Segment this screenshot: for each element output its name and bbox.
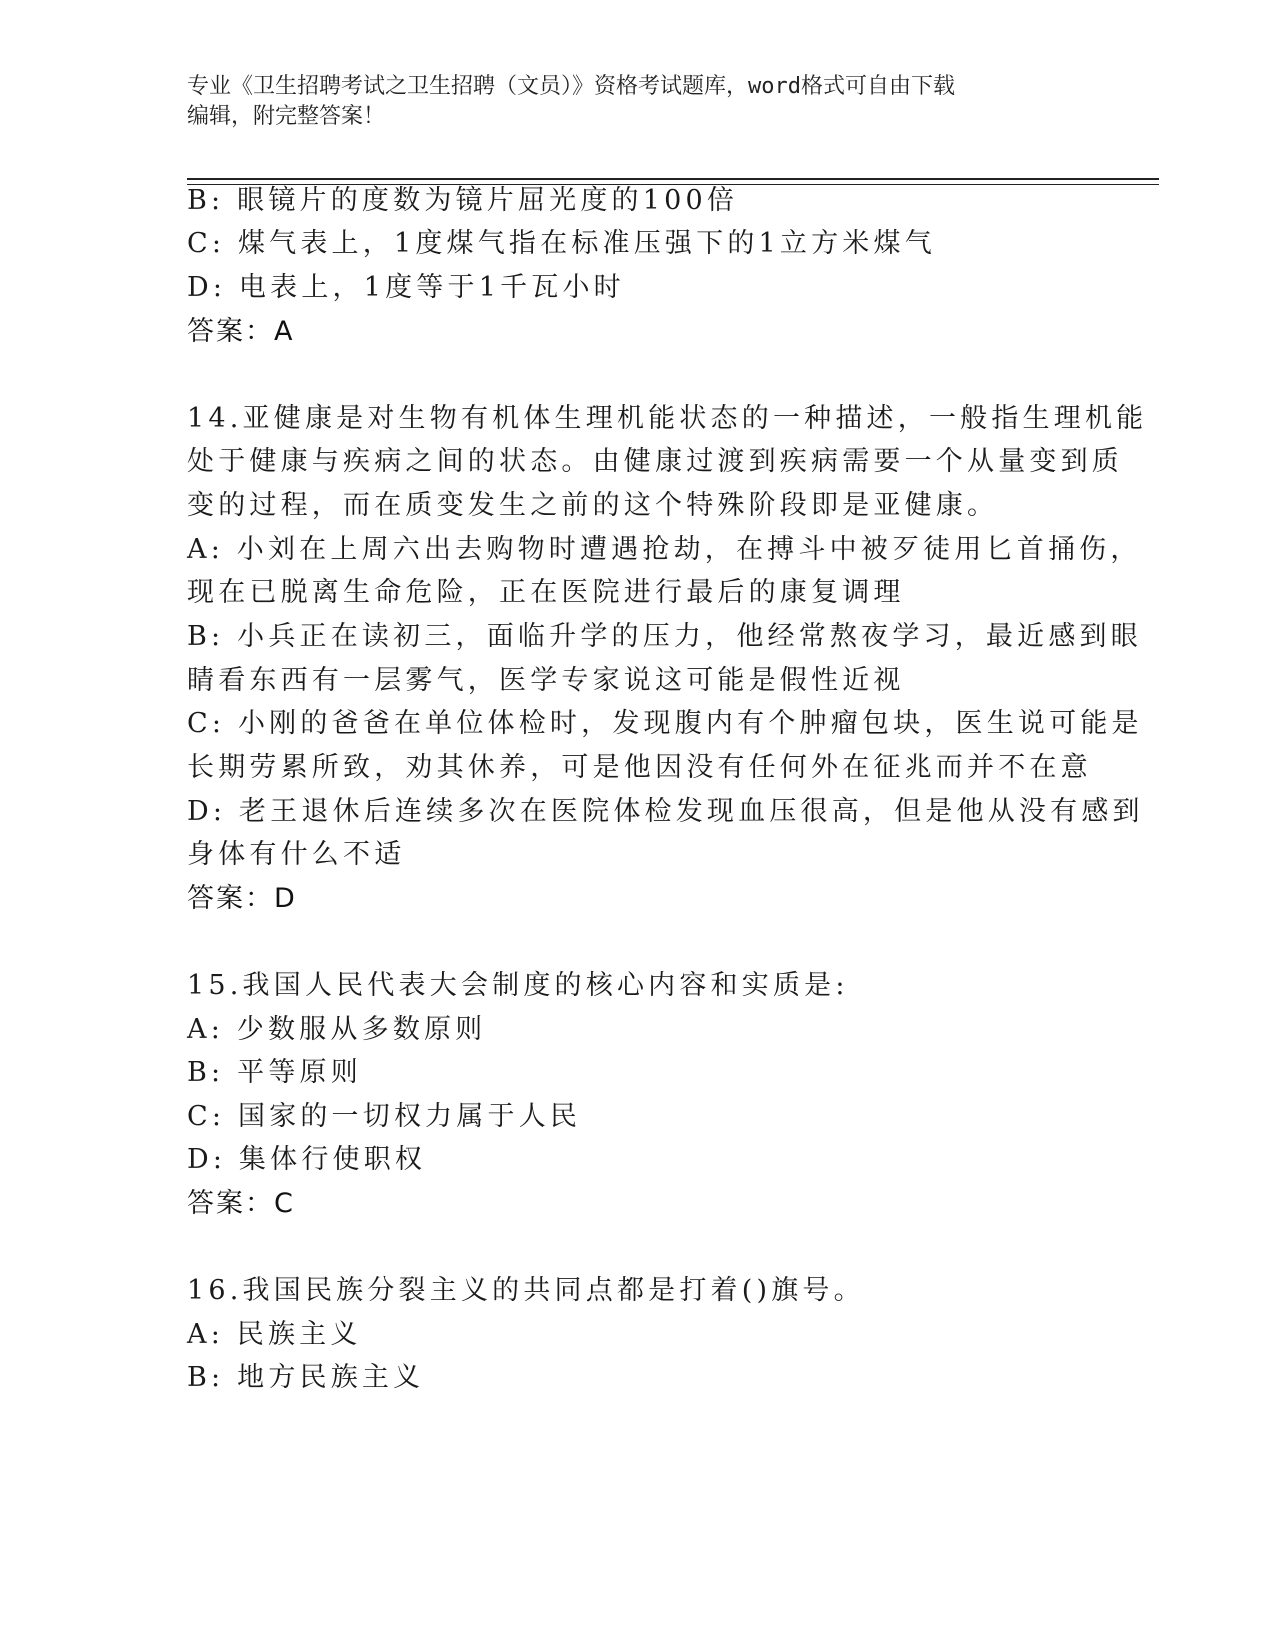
q15-answer: 答案：C (187, 1188, 295, 1219)
q13-answer: 答案：A (187, 316, 295, 347)
q15-option-c: C: 国家的一切权力属于人民 (187, 1101, 582, 1132)
q15-stem: 15.我国人民代表大会制度的核心内容和实质是: (187, 970, 849, 1001)
q14-option-d-line-2: 身体有什么不适 (187, 839, 406, 870)
q15-option-d: D: 集体行使职权 (187, 1144, 427, 1175)
q15-option-b: B: 平等原则 (187, 1057, 362, 1088)
q14-stem-line-1: 14.亚健康是对生物有机体生理机能状态的一种描述，一般指生理机能 (187, 403, 1148, 434)
q16-option-b: B: 地方民族主义 (187, 1362, 425, 1393)
q14-option-d-line-1: D: 老王退休后连续多次在医院体检发现血压很高，但是他从没有感到 (187, 796, 1144, 827)
document-header (187, 72, 1087, 132)
q14-option-c-line-2: 长期劳累所致，劝其休养，可是他因没有任何外在征兆而并不在意 (187, 752, 1092, 783)
q16-option-a: A: 民族主义 (187, 1319, 362, 1350)
q13-option-d: D: 电表上，1度等于1千瓦小时 (187, 272, 625, 303)
q14-option-a-line-2: 现在已脱离生命危险，正在医院进行最后的康复调理 (187, 577, 905, 608)
q14-stem-line-3: 变的过程，而在质变发生之前的这个特殊阶段即是亚健康。 (187, 490, 999, 521)
q14-stem-line-2: 处于健康与疾病之间的状态。由健康过渡到疾病需要一个从量变到质 (187, 446, 1123, 477)
q14-answer: 答案：D (187, 883, 297, 914)
q15-option-a: A: 少数服从多数原则 (187, 1014, 487, 1045)
q13-option-c: C: 煤气表上，1度煤气指在标准压强下的1立方米煤气 (187, 228, 936, 259)
header-line-1: 专业《卫生招聘考试之卫生招聘（文员）》资格考试题库，word格式可自由下载 (187, 74, 955, 99)
q16-stem: 16.我国民族分裂主义的共同点都是打着()旗号。 (187, 1275, 865, 1306)
q14-option-c-line-1: C: 小刚的爸爸在单位体检时，发现腹内有个肿瘤包块，医生说可能是 (187, 708, 1143, 739)
q13-option-b: B: 眼镜片的度数为镜片屈光度的100倍 (187, 185, 739, 216)
q14-option-b-line-2: 睛看东西有一层雾气，医学专家说这可能是假性近视 (187, 665, 905, 696)
header-line-2: 编辑，附完整答案！ (187, 104, 386, 129)
q14-option-a-line-1: A: 小刘在上周六出去购物时遭遇抢劫，在搏斗中被歹徒用匕首捅伤， (187, 534, 1142, 565)
header-rule-thick (187, 178, 1159, 180)
q14-option-b-line-1: B: 小兵正在读初三，面临升学的压力，他经常熬夜学习，最近感到眼 (187, 621, 1142, 652)
